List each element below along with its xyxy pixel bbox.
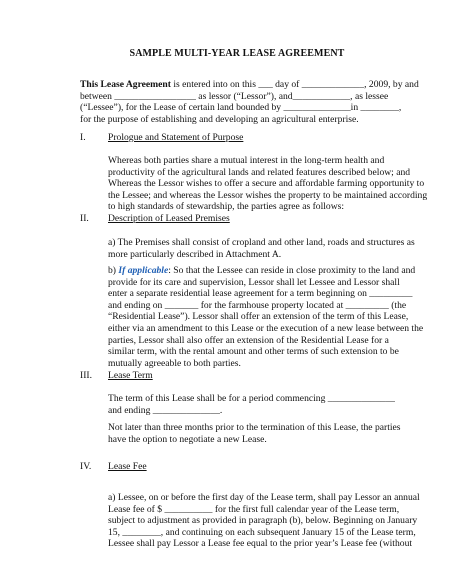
section-2b-line: either via an amendment to this Lease or the execution of a new lease between the <box>108 322 424 334</box>
section-4-heading: Lease Fee <box>108 461 147 472</box>
section-2b-line: mutually agreeable to both parties. <box>108 357 241 369</box>
section-2b-line: enter a separate residential lease agreement for a term beginning on _________ <box>108 288 413 300</box>
section-2b-line: provide for its care and supervision, Lessor shall let Lessee and Lessor shall <box>108 276 400 288</box>
section-4a-line: a) Lessee, on or before the first day of the Lease term, shall pay Lessor an annual <box>108 492 420 503</box>
section-2b-line: and ending on _______ for the farmhouse property located at _________ (the <box>108 299 407 311</box>
section-2-para-b <box>108 265 424 369</box>
section-2-number: II. <box>80 213 89 224</box>
section-1-line: Whereas both parties share a mutual interest in the long-term health and <box>108 155 385 166</box>
section-2a-line: a) The Premises shall consist of cropland and other land, roads and structures as <box>108 237 415 248</box>
section-2a-line: more particularly described in Attachment A. <box>108 248 282 260</box>
intro-line-3: (“Lessee”), for the Lease of certain land bounded by ______________in ________, <box>80 102 402 114</box>
section-2-heading: Description of Leased Premises <box>108 213 230 224</box>
section-3-para-a <box>108 393 408 416</box>
section-3a-line: The term of this Lease shall be for a period commencing ______________ <box>108 393 395 404</box>
section-2b-line: “Residential Lease”). Lessor shall offer an extension of the term of this Lease, <box>108 311 409 323</box>
section-4a-line: Lease fee of $ __________ for the first full calendar year of the Lease term, <box>108 503 400 515</box>
section-1-heading: Prologue and Statement of Purpose <box>108 132 244 143</box>
section-4-para-a <box>108 492 420 550</box>
section-1-body <box>108 155 428 213</box>
section-2-para-a <box>108 237 415 260</box>
section-1-line: the Lessee; and whereas the Lessor wishes the property to be maintained according <box>108 189 428 201</box>
intro-line-2: between _________________ as lessor (“Lessor”), and____________, as lessee <box>80 90 389 102</box>
section-2b-prefix: b) <box>108 265 119 276</box>
section-1-number: I. <box>80 132 86 143</box>
section-2b-first-rest: : So that the Lessee can reside in close proximity to the land and <box>168 265 416 276</box>
section-3-number: III. <box>80 370 92 381</box>
intro-bold-lead: This Lease Agreement <box>80 79 171 90</box>
section-2b-line: parties, Lessor shall also offer an extension of the Residential Lease for a <box>108 334 389 346</box>
section-3b-line: Not later than three months prior to the termination of this Lease, the parties <box>108 422 401 433</box>
section-3-para-b <box>108 422 408 445</box>
section-4a-line: subject to adjustment as provided in paragraph (b), below. Beginning on January <box>108 515 418 527</box>
section-3a-line: and ending ______________. <box>108 404 223 416</box>
section-4-number: IV. <box>80 461 92 472</box>
intro-paragraph <box>80 79 419 125</box>
section-4a-line: Lessee shall pay Lessor a Lease fee equal to the prior year’s Lease fee (without <box>108 538 413 550</box>
intro-line-4: for the purpose of establishing and developing an agricultural enterprise. <box>80 113 359 125</box>
section-1-line: Whereas the Lessor wishes to offer a secure and affordable farming opportunity to <box>108 178 425 190</box>
section-2b-line: similar term, with the rental amount and other terms of such extension to be <box>108 346 399 358</box>
intro-line-1: is entered into on this ___ day of _____________, 2009, by and <box>170 79 419 90</box>
section-1-line: productivity of the agricultural lands and related features described below; and <box>108 166 411 178</box>
if-applicable-label: If applicable <box>118 265 169 276</box>
section-3-heading: Lease Term <box>108 370 153 381</box>
section-3b-line: have the option to negotiate a new Lease. <box>108 433 267 445</box>
section-4a-line: 15, ________, and continuing on each subsequent January 15 of the Lease term, <box>108 526 416 538</box>
section-1-line: to high standards of stewardship, the parties agree as follows: <box>108 201 345 213</box>
document-title: SAMPLE MULTI-YEAR LEASE AGREEMENT <box>129 48 345 59</box>
